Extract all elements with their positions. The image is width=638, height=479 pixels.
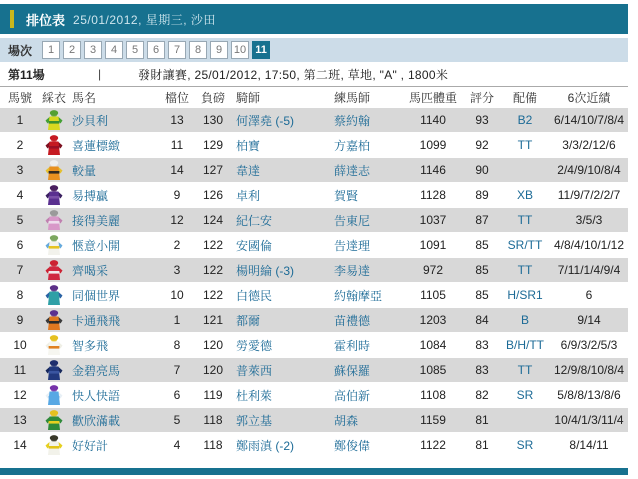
table-row [0,333,628,358]
column-header-6: 騎師 [236,90,261,105]
silks-icon [40,259,68,281]
cell-weight: 122 [202,238,224,252]
table-row [0,108,628,133]
cell-rating: 82 [475,388,489,402]
cell-rating: 87 [475,213,489,227]
column-header-7: 練馬師 [334,90,371,105]
cell-draw: 5 [173,413,181,427]
cell-trainer[interactable]: 約翰摩亞 [334,288,383,303]
cell-weight: 120 [202,338,224,352]
silks-icon [40,409,68,431]
column-header-10: 配備 [512,90,537,105]
cell-horse-no: 6 [16,238,24,252]
silks-icon [40,309,68,331]
cell-form: 6/14/10/7/8/4 [553,113,625,127]
silks-icon [40,359,68,381]
table-row [0,308,628,333]
cell-form: 10/4/1/3/11/4 [554,413,624,427]
cell-form: 6 [585,288,593,302]
race-number-10[interactable]: 10 [231,41,249,59]
cell-horse-name[interactable]: 愜意小開 [72,238,121,253]
race-details: 發財讓賽, 25/01/2012, 17:50, 第二班, 草地, "A" , 1800米 [138,67,449,82]
race-number-4[interactable]: 4 [105,41,123,59]
race-number-1[interactable]: 1 [42,41,60,59]
cell-horse-weight: 1203 [419,313,447,327]
table-row [0,183,628,208]
cell-weight: 121 [202,313,224,327]
cell-jockey[interactable]: 普萊西 [236,363,273,378]
column-header-8: 馬匹體重 [408,90,457,105]
cell-horse-name[interactable]: 智多飛 [72,338,109,353]
bottom-bar [0,468,628,475]
cell-horse-no: 5 [16,213,24,227]
race-number-3[interactable]: 3 [84,41,102,59]
cell-trainer[interactable]: 方嘉柏 [334,138,371,153]
cell-weight: 120 [202,363,224,377]
cell-gear: H/SR1 [507,288,543,302]
race-number-5[interactable]: 5 [126,41,144,59]
cell-jockey[interactable]: 紀仁安 [236,213,273,228]
cell-draw: 10 [170,288,184,302]
table-row [0,133,628,158]
cell-horse-name[interactable]: 較量 [72,163,97,178]
cell-horse-weight: 1146 [420,163,446,177]
table-row [0,408,628,433]
cell-trainer[interactable]: 告東尼 [334,213,371,228]
race-number-9[interactable]: 9 [210,41,228,59]
cell-draw: 4 [173,438,181,452]
cell-draw: 13 [170,113,184,127]
cell-gear: SR [516,388,534,402]
cell-horse-weight: 1108 [420,388,446,402]
cell-weight: 129 [202,138,224,152]
cell-horse-name[interactable]: 快人快語 [72,388,121,403]
column-header-5: 負磅 [200,90,225,105]
cell-jockey[interactable]: 楊明綸 (-3) [236,263,294,278]
cell-form: 6/9/3/2/5/3 [560,338,618,352]
cell-horse-no: 2 [16,138,24,152]
cell-horse-no: 7 [16,263,24,277]
cell-weight: 118 [203,438,223,452]
cell-horse-weight: 1085 [419,363,447,377]
cell-jockey[interactable]: 白德民 [236,288,273,303]
cell-horse-no: 4 [16,188,24,202]
cell-horse-no: 13 [13,413,27,427]
entries-table [0,86,628,458]
table-row [0,233,628,258]
cell-rating: 89 [475,188,489,202]
cell-horse-no: 14 [13,438,27,452]
cell-rating: 81 [475,413,489,427]
race-number-8[interactable]: 8 [189,41,207,59]
table-row [0,358,628,383]
race-selector-label: 場次 [8,43,33,58]
cell-rating: 83 [475,338,489,352]
cell-form: 11/9/7/2/2/7 [557,188,621,202]
silks-icon [40,334,68,356]
race-info-bar [0,62,628,86]
cell-trainer[interactable]: 蔡約翰 [334,113,371,128]
header-date: 25/01/2012, 星期三, 沙田 [73,12,216,27]
cell-form: 5/8/8/13/8/6 [557,388,621,402]
race-number-11[interactable]: 11 [252,41,270,59]
cell-gear: B2 [517,113,533,127]
cell-gear: TT [517,213,533,227]
cell-draw: 11 [170,138,184,152]
cell-form: 8/14/11 [569,438,609,452]
silks-icon [40,209,68,231]
cell-jockey[interactable]: 卓利 [236,188,261,203]
table-row [0,283,628,308]
cell-draw: 12 [170,213,184,227]
cell-horse-name[interactable]: 金碧亮馬 [72,363,121,378]
cell-horse-no: 12 [13,388,27,402]
cell-trainer[interactable]: 胡森 [334,413,359,428]
cell-horse-weight: 1159 [420,413,446,427]
cell-rating: 85 [475,288,489,302]
race-number-list [42,41,273,59]
silks-icon [40,109,68,131]
cell-draw: 9 [173,188,181,202]
cell-trainer[interactable]: 賀賢 [334,188,359,203]
cell-gear: TT [517,138,533,152]
cell-horse-name[interactable]: 接得美麗 [72,213,121,228]
cell-gear: XB [516,188,533,202]
cell-rating: 83 [475,363,489,377]
race-number-6[interactable]: 6 [147,41,165,59]
cell-draw: 2 [173,238,181,252]
cell-horse-no: 1 [16,113,24,127]
cell-horse-weight: 1128 [420,188,446,202]
race-number-title: 第11場 [8,67,45,82]
race-number-7[interactable]: 7 [168,41,186,59]
column-header-11: 6次近績 [567,90,611,105]
race-selector-bar [0,38,628,62]
table-body [0,108,628,458]
cell-weight: 124 [202,213,224,227]
cell-jockey[interactable]: 韋達 [236,163,261,178]
cell-jockey[interactable]: 郭立基 [236,413,273,428]
cell-horse-weight: 1099 [419,138,447,152]
cell-weight: 122 [202,288,224,302]
cell-trainer[interactable]: 苗禮德 [334,313,371,328]
cell-form: 12/9/8/10/8/4 [553,363,625,377]
cell-form: 2/4/9/10/8/4 [557,163,621,177]
cell-horse-no: 11 [13,363,27,377]
cell-weight: 127 [202,163,224,177]
cell-jockey[interactable]: 都爾 [236,313,261,328]
cell-horse-no: 3 [16,163,24,177]
column-header-2: 綵衣 [41,90,66,105]
silks-icon [40,384,68,406]
cell-rating: 84 [475,313,489,327]
cell-horse-weight: 1037 [419,213,447,227]
cell-trainer[interactable]: 鄭俊偉 [334,438,371,453]
cell-rating: 85 [475,263,489,277]
cell-horse-name[interactable]: 好好計 [72,438,109,453]
table-header-row [0,86,628,108]
cell-trainer[interactable]: 蘇保羅 [334,363,371,378]
cell-gear: SR/TT [507,238,543,252]
cell-form: 3/3/2/12/6 [562,138,616,152]
cell-gear: SR [516,438,534,452]
cell-draw: 7 [173,363,181,377]
column-header-4: 檔位 [164,90,189,105]
table-row [0,433,628,458]
cell-trainer[interactable]: 告達理 [334,238,371,253]
table-row [0,158,628,183]
cell-horse-weight: 1122 [420,438,446,452]
silks-icon [40,234,68,256]
cell-draw: 14 [170,163,184,177]
cell-gear: B [520,313,529,327]
cell-jockey[interactable]: 安國倫 [236,238,273,253]
yellow-accent-bar [10,10,14,28]
race-number-2[interactable]: 2 [63,41,81,59]
cell-weight: 122 [202,263,224,277]
cell-weight: 130 [202,113,224,127]
cell-horse-weight: 1140 [420,113,446,127]
cell-weight: 118 [203,413,223,427]
cell-rating: 92 [475,138,489,152]
cell-horse-no: 8 [16,288,24,302]
cell-trainer[interactable]: 高伯新 [334,388,371,403]
cell-horse-weight: 1105 [420,288,446,302]
cell-form: 4/8/4/10/1/12 [553,238,625,252]
cell-horse-name[interactable]: 沙貝利 [72,113,109,128]
cell-horse-no: 9 [16,313,24,327]
cell-trainer[interactable]: 霍利時 [334,338,371,353]
column-header-1: 馬號 [7,90,32,105]
cell-jockey[interactable]: 柏寶 [236,138,261,153]
cell-jockey[interactable]: 何澤堯 (-5) [236,113,294,128]
silks-icon [40,284,68,306]
cell-draw: 3 [173,263,181,277]
cell-jockey[interactable]: 鄭雨滇 (-2) [236,438,294,453]
cell-draw: 1 [173,313,181,327]
cell-weight: 119 [203,388,223,402]
cell-trainer[interactable]: 薛達志 [334,163,371,178]
column-header-9: 評分 [469,90,494,105]
table-row [0,383,628,408]
race-info-separator: | [98,67,102,81]
cell-horse-name[interactable]: 易搏贏 [72,188,109,203]
cell-form: 3/5/3 [575,213,603,227]
cell-horse-no: 10 [13,338,27,352]
cell-horse-name[interactable]: 齊喝采 [72,263,109,278]
cell-weight: 126 [202,188,224,202]
cell-horse-weight: 1091 [419,238,447,252]
cell-rating: 93 [475,113,489,127]
cell-rating: 85 [475,238,489,252]
cell-gear: B/H/TT [506,338,544,352]
cell-jockey[interactable]: 杜利萊 [236,388,273,403]
silks-icon [40,184,68,206]
cell-rating: 90 [475,163,489,177]
silks-icon [40,434,68,456]
page-title: 排位表 [26,12,66,28]
table-row [0,208,628,233]
cell-horse-name[interactable]: 喜蓮標緻 [72,138,121,153]
cell-trainer[interactable]: 李易達 [334,263,371,278]
cell-form: 7/11/1/4/9/4 [557,263,621,277]
silks-icon [40,159,68,181]
cell-form: 9/14 [577,313,601,327]
cell-horse-name[interactable]: 歡欣滿載 [72,413,121,428]
cell-horse-name[interactable]: 同個世界 [72,288,121,303]
cell-horse-weight: 972 [422,263,444,277]
cell-gear: TT [517,363,533,377]
cell-rating: 81 [475,438,489,452]
cell-gear: TT [517,263,533,277]
cell-jockey[interactable]: 勞愛德 [236,338,273,353]
silks-icon [40,134,68,156]
cell-horse-weight: 1084 [419,338,447,352]
column-header-3: 馬名 [72,90,97,105]
cell-horse-name[interactable]: 卡通飛飛 [72,313,121,328]
cell-draw: 6 [173,388,181,402]
table-row [0,258,628,283]
header-bar [0,4,628,34]
cell-draw: 8 [173,338,181,352]
